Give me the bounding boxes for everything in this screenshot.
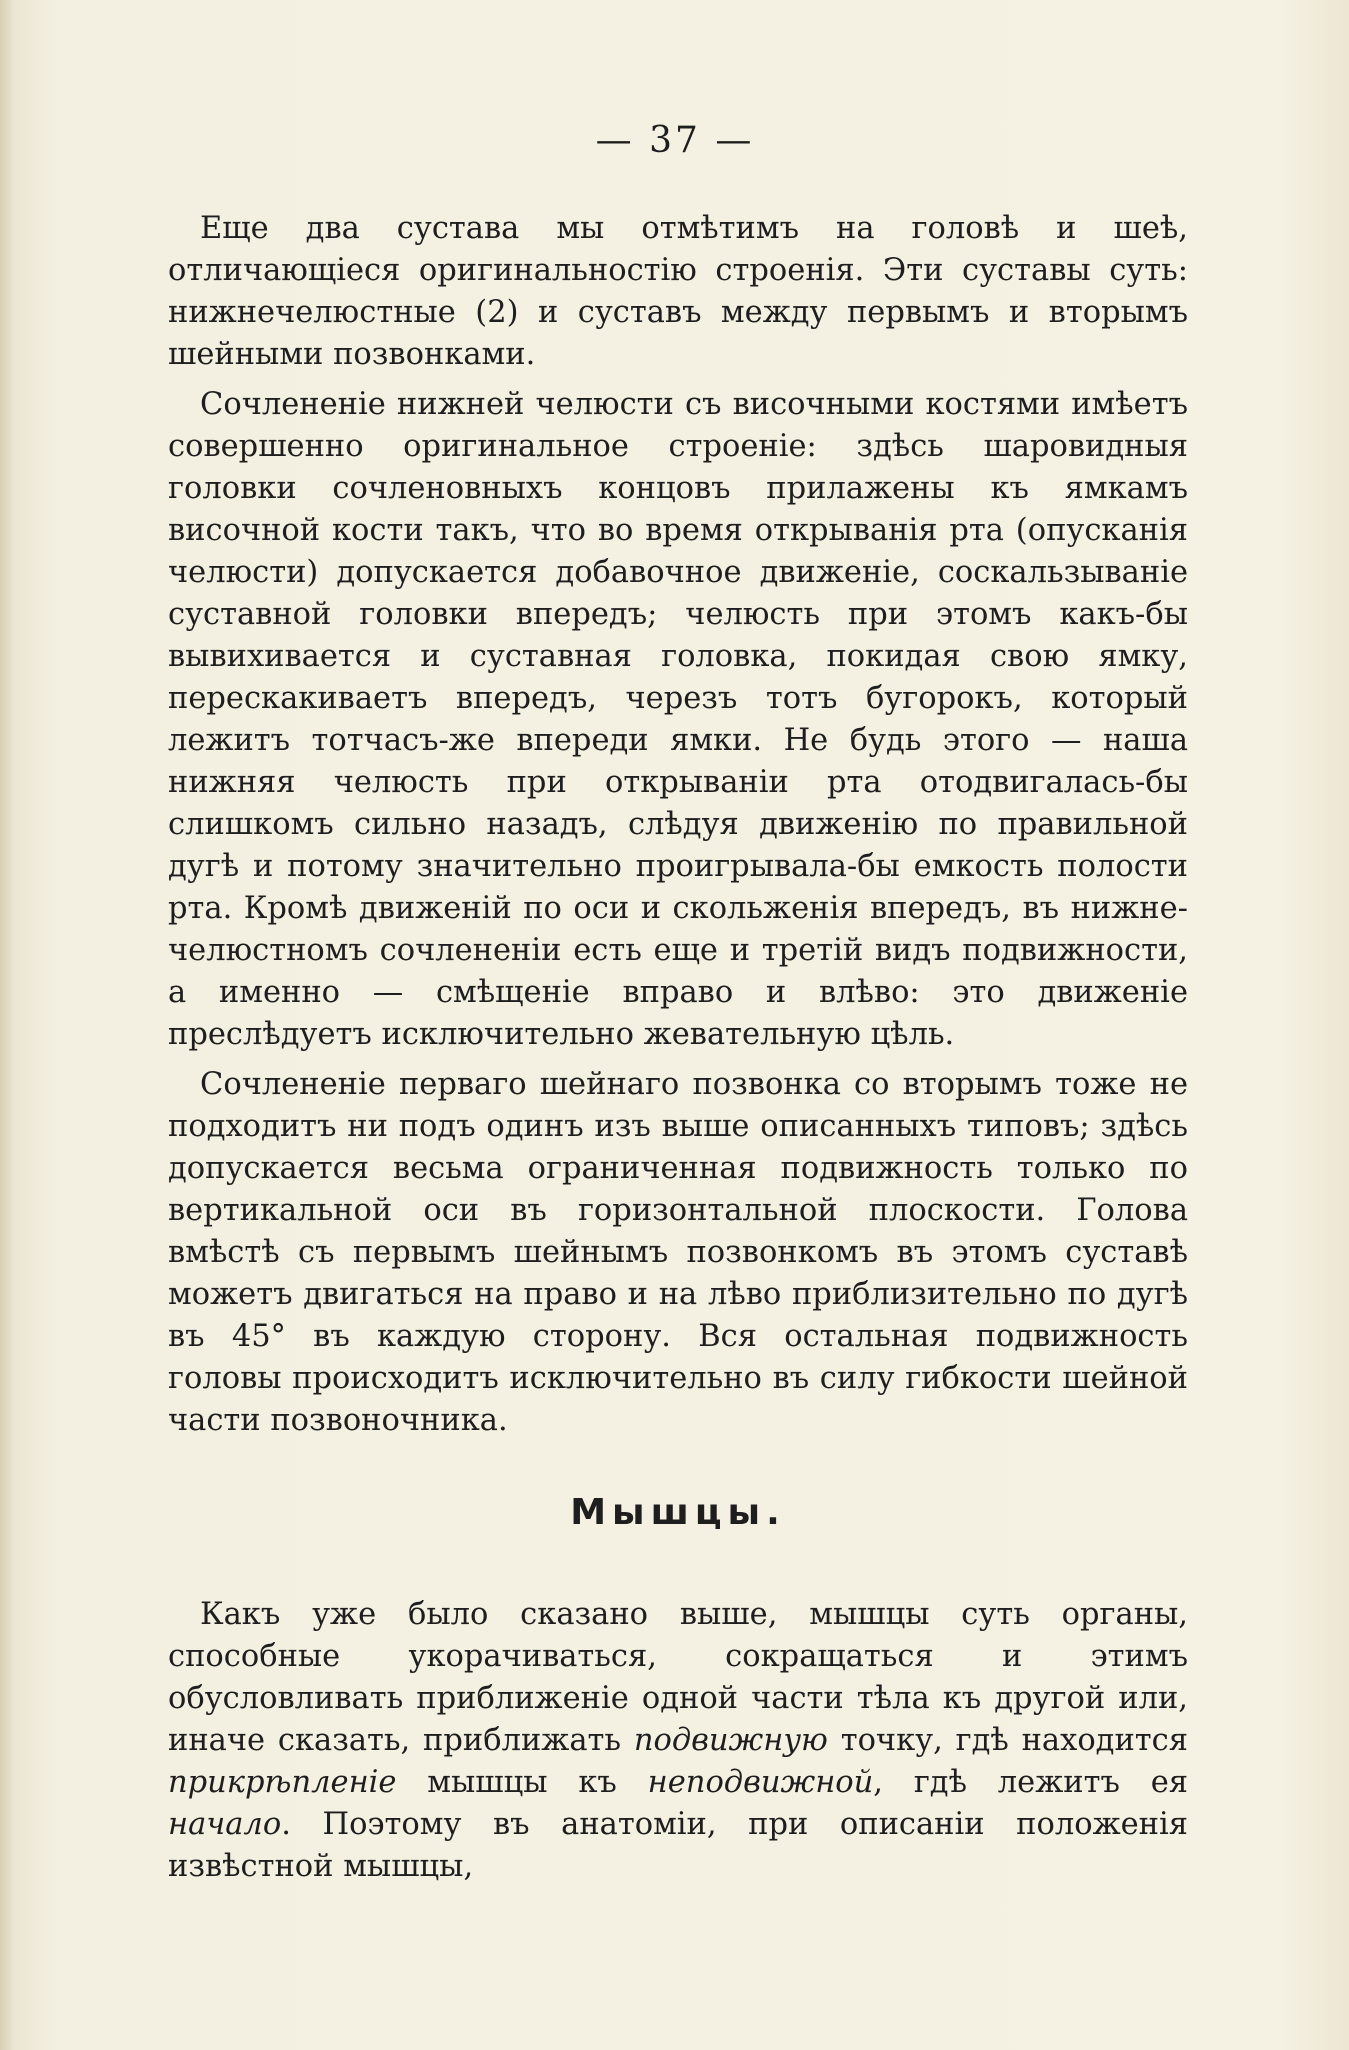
paragraph-cervical-joint: Сочлененіе перваго шейнаго позвонка со вторымъ тоже не подходитъ ни подъ одинъ изъ выше описанныхъ типовъ; здѣсь допускается весьма ограниченная подвижность только по вертикальной оси въ горизонтальной плоскости. Голова вмѣстѣ съ первымъ шейнымъ позвонкомъ въ этомъ суставѣ можетъ двигаться на право и на лѣво приблизительно по дугѣ въ 45° въ каждую сторону. Вся остальная подвижность головы происходитъ исключительно въ силу гибкости шейной части позвоночника. <box>168 1067 1188 1438</box>
muscles-section <box>168 1594 1188 1896</box>
paragraph-jaw-joint: Сочлененіе нижней челюсти съ височными костями имѣетъ совершенно оригинальное строеніе: здѣсь шаровидныя головки сочленовныхъ концовъ прилажены къ ямкамъ височной кости такъ, что во время открыванія рта (опусканія челюсти) допускается добавочное движеніе, соскальзываніе суставной головки впередъ; челюсть при этомъ какъ-бы вывихивается и суставная головка, покидая свою ямку, перескакиваетъ впередъ, черезъ тотъ бугорокъ, который лежитъ тотчасъ-же впереди ямки. Не будь этого — наша нижняя челюсть при открываніи рта отодвигалась-бы слишкомъ сильно назадъ, слѣдуя движенію по правильной дугѣ и потому значительно проигрывала-бы емкость полости рта. Кромѣ движеній по оси и скольженія впередъ, въ нижне-челюстномъ сочлененіи есть еще и третій видъ подвижности, а именно — смѣщеніе вправо и влѣво: это движеніе преслѣдуетъ исключительно жевательную цѣль. <box>168 387 1188 1052</box>
page-binding-shadow <box>0 0 14 2050</box>
page-number: — 37 — <box>595 120 755 161</box>
text-run: точку, гдѣ находится <box>827 1723 1188 1758</box>
text-run: . Поэтому въ анатоміи, при описаніи положенія извѣстной мышцы, <box>168 1807 1188 1884</box>
paragraph-two-joints: Еще два сустава мы отмѣтимъ на головѣ и шеѣ, отличающіеся оригинальностію строенія. Эти суставы суть: нижнечелюстные (2) и суставъ между первымъ и вторымъ шейными позвонками. <box>168 211 1188 372</box>
text-run: , гдѣ лежитъ ея <box>873 1765 1188 1800</box>
paragraph-muscles-intro <box>168 1594 1188 1888</box>
text-run: мышцы къ <box>396 1765 648 1800</box>
italic-term-origin: начало <box>168 1807 282 1842</box>
text-run: Какъ уже было сказано выше, мышцы суть органы, способные укорачиваться, сокращаться и этимъ обусловливать приближеніе одной части тѣла къ другой или, иначе сказать, приближать <box>168 1597 1188 1758</box>
joints-section <box>168 208 1188 1450</box>
italic-term-fixed: неподвижной <box>647 1765 874 1800</box>
italic-term-insertion: прикрѣпленіе <box>168 1765 397 1800</box>
section-heading-muscles: Мышцы. <box>570 1492 786 1533</box>
italic-term-movable: подвижную <box>633 1723 828 1758</box>
